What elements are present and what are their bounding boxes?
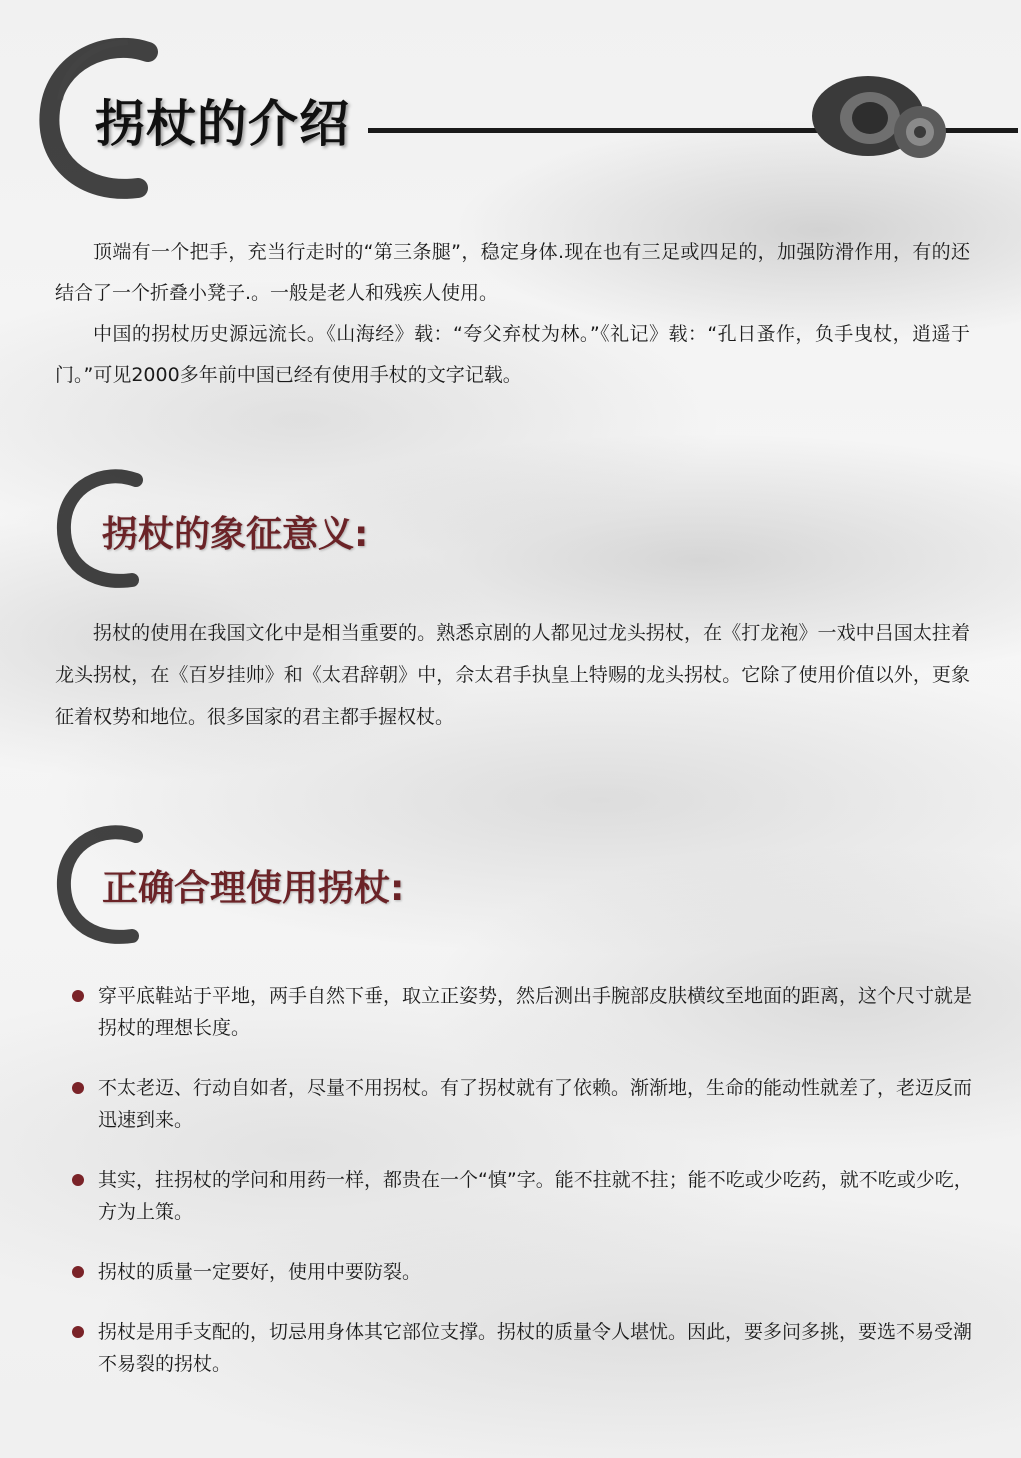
usage-list: [70, 980, 980, 1408]
list-item: [70, 1256, 980, 1288]
list-item: [70, 1164, 980, 1228]
bullet-dot-icon: [72, 990, 84, 1002]
list-item-text: 其实，拄拐杖的学问和用药一样，都贵在一个“慎”字。能不拄就不拄；能不吃或少吃药，就不吃或少吃，方为上策。: [98, 1169, 973, 1223]
page-title: 拐杖的介绍: [95, 95, 350, 153]
list-item-text: 穿平底鞋站于平地，两手自然下垂，取立正姿势，然后测出手腕部皮肤横纹至地面的距离，这个尺寸就是拐杖的理想长度。: [98, 985, 973, 1039]
section-title-usage: 正确合理使用拐杖:: [102, 868, 405, 909]
intro-paragraph-1: 顶端有一个把手，充当行走时的“第三条腿”，稳定身体.现在也有三足或四足的，加强防滑作用，有的还结合了一个折叠小凳子.。一般是老人和残疾人使用。: [55, 241, 970, 304]
list-item: [70, 980, 980, 1044]
bullet-dot-icon: [72, 1174, 84, 1186]
intro-paragraph-2: 中国的拐杖历史源远流长。《山海经》载：“夸父弃杖为林。”《礼记》载：“孔日蚤作，负手曳杖，逍遥于门。”可见2000多年前中国已经有使用手杖的文字记载。: [55, 323, 970, 386]
list-item-text: 拐杖的质量一定要好，使用中要防裂。: [98, 1261, 422, 1283]
list-item: [70, 1316, 980, 1380]
bullet-dot-icon: [72, 1326, 84, 1338]
list-item: [70, 1072, 980, 1136]
symbolism-paragraph: 拐杖的使用在我国文化中是相当重要的。熟悉京剧的人都见过龙头拐杖，在《打龙袍》一戏中吕国太拄着龙头拐杖，在《百岁挂帅》和《太君辞朝》中，佘太君手执皇上特赐的龙头拐杖。它除了使用价值以外，更象征着权势和地位。很多国家的君主都手握权杖。: [55, 622, 970, 728]
section-title-symbolism: 拐杖的象征意义:: [102, 514, 369, 555]
list-item-text: 拐杖是用手支配的，切忌用身体其它部位支撑。拐杖的质量令人堪忧。因此，要多问多挑，要选不易受潮不易裂的拐杖。: [98, 1321, 973, 1375]
list-item-text: 不太老迈、行动自如者，尽量不用拐杖。有了拐杖就有了依赖。渐渐地，生命的能动性就差了，老迈反而迅速到来。: [98, 1077, 973, 1131]
inkstone-icon: [808, 68, 958, 168]
bullet-dot-icon: [72, 1082, 84, 1094]
bullet-dot-icon: [72, 1266, 84, 1278]
